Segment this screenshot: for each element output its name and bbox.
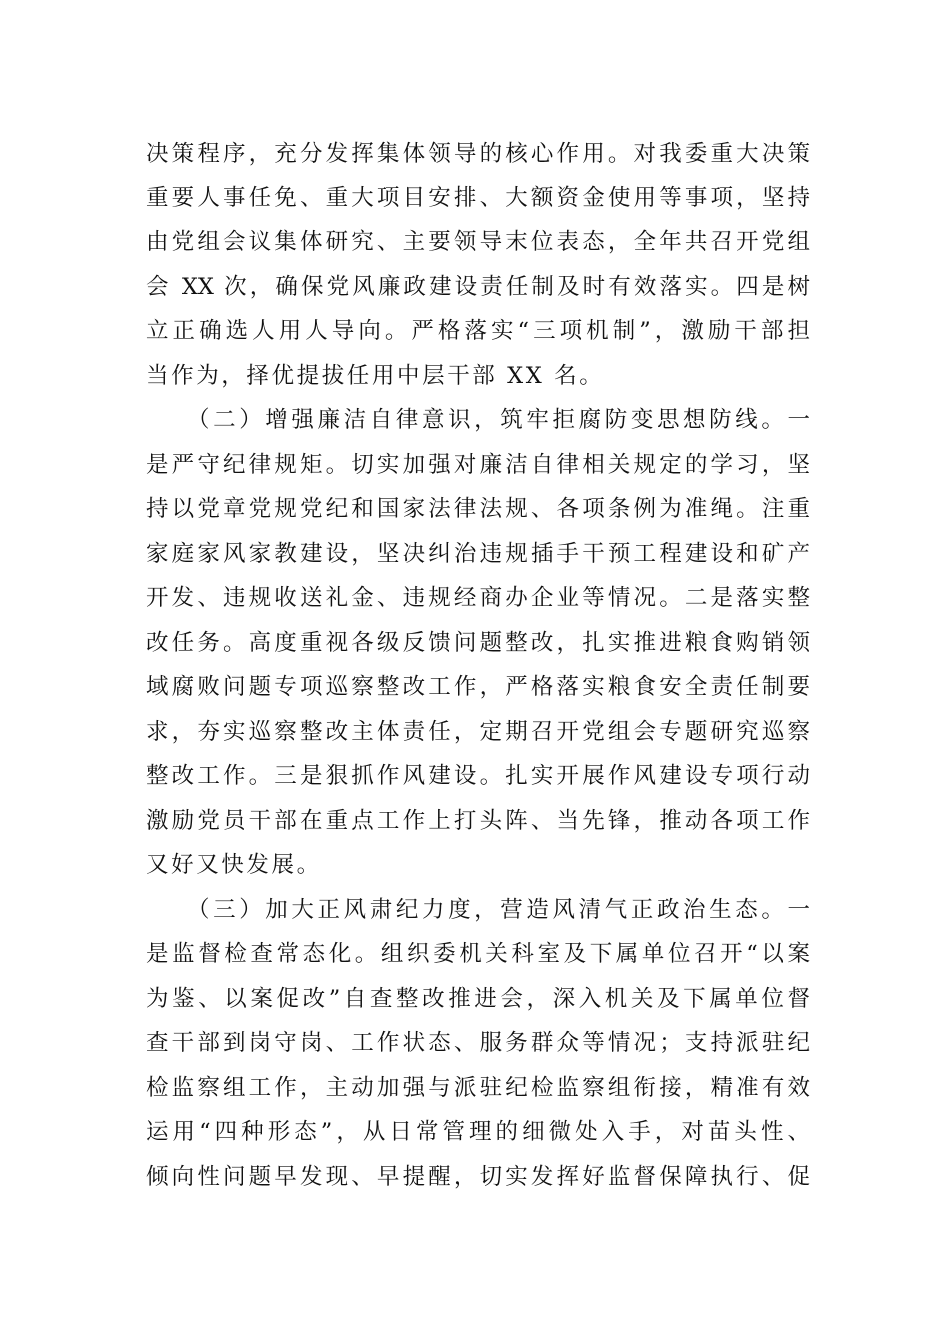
text-line: 立正确选人用人导向。严格落实“三项机制”，激励干部担 [146,318,810,344]
text-line: 改任务。高度重视各级反馈问题整改，扎实推进粮食购销领 [146,630,810,656]
text-line: 由党组会议集体研究、主要领导末位表态，全年共召开党组 [146,229,810,255]
text-line: 检监察组工作，主动加强与派驻纪检监察组衔接，精准有效 [146,1075,810,1101]
text-line: 当作为，择优提拔任用中层干部 XX 名。 [146,363,605,389]
text-line: 运用“四种形态”，从日常管理的细微处入手，对苗头性、 [146,1119,810,1145]
text-line: 持以党章党规党纪和国家法律法规、各项条例为准绳。注重 [146,496,810,522]
text-line: 为鉴、以案促改”自查整改推进会，深入机关及下属单位督 [146,986,810,1012]
text-line: 倾向性问题早发现、早提醒，切实发挥好监督保障执行、促 [146,1164,810,1190]
text-line: 重要人事任免、重大项目安排、大额资金使用等事项，坚持 [146,185,810,211]
text-line: 激励党员干部在重点工作上打头阵、当先锋，推动各项工作 [146,808,810,834]
text-line: 是监督检查常态化。组织委机关科室及下属单位召开“以案 [146,941,810,967]
section-heading-3: （三）加大正风肃纪力度，营造风清气正政治生态。一 [146,897,810,923]
text-line: 会 XX 次，确保党风廉政建设责任制及时有效落实。四是树 [146,274,810,300]
text-line: 开发、违规收送礼金、违规经商办企业等情况。二是落实整 [146,585,810,611]
text-line: 决策程序，充分发挥集体领导的核心作用。对我委重大决策 [146,141,810,167]
text-line: 家庭家风家教建设，坚决纠治违规插手干预工程建设和矿产 [146,541,810,567]
text-line: 是严守纪律规矩。切实加强对廉洁自律相关规定的学习，坚 [146,452,810,478]
text-line: 域腐败问题专项巡察整改工作，严格落实粮食安全责任制要 [146,674,810,700]
text-line: 又好又快发展。 [146,852,322,878]
text-line: 整改工作。三是狠抓作风建设。扎实开展作风建设专项行动 [146,763,810,789]
text-line: 查干部到岗守岗、工作状态、服务群众等情况；支持派驻纪 [146,1030,810,1056]
section-heading-2: （二）增强廉洁自律意识，筑牢拒腐防变思想防线。一 [146,407,810,433]
text-line: 求，夯实巡察整改主体责任，定期召开党组会专题研究巡察 [146,719,810,745]
